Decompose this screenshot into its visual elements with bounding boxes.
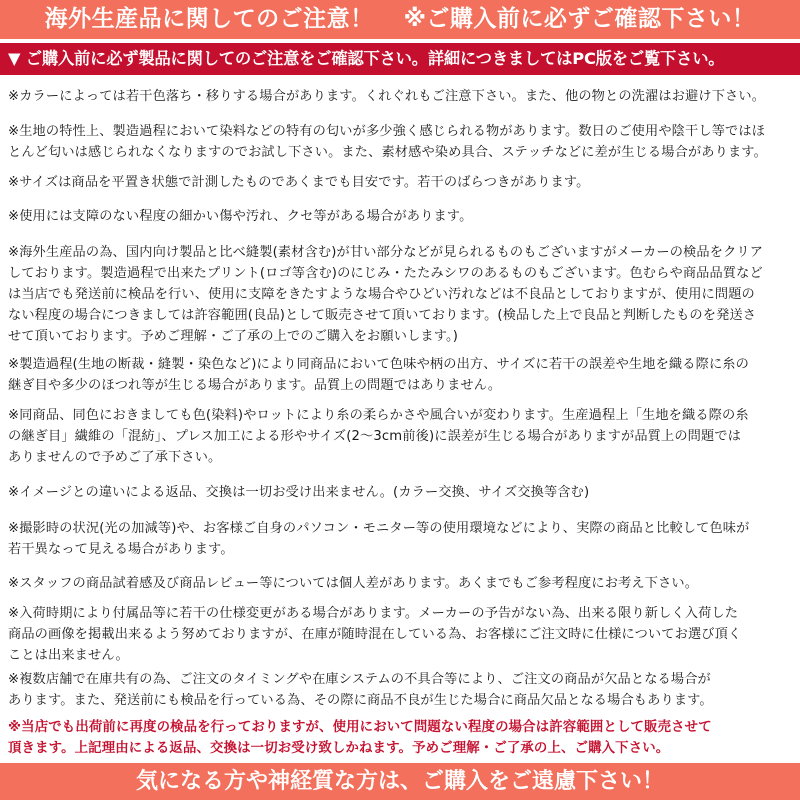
warning-notice: ※当店でも出荷前に再度の検品を行っておりますが、使用において問題ない程度の場合は許容範囲として販売させて 頂きます。上記理由による返品、交換は一切お受け致しかねます。予めご理解・ご了承の上、ご購入下さい。 (8, 720, 712, 756)
top-banner (0, 0, 800, 39)
notice-item: ※同商品、同色におきましても色(染料)やロットにより糸の柔らかさや風合いが変わります。生産過程上「生地を織る際の糸 の継ぎ目」繊維の「混紡」、プレス加工による形やサイズ(2〜3cm前後)に誤差が生じる場合がありますが品質上の問題では ありませんので予めご了承下さい。 (8, 408, 749, 465)
notice-item: ※スタッフの商品試着感及び商品レビュー等については個人差があります。あくまでもご参考程度にお考え下さい。 (8, 576, 699, 591)
notice-item: ※生地の特性上、製造過程において染料などの特有の匂いが多少強く感じられる物があります。数日のご使用や陰干し等ではほ とんど匂いは感じられなくなりますのでお試し下さい。また、素材感や染め具合、ステッチなどに差が生じる場合があります。 (8, 124, 767, 160)
notice-item: ※カラーによっては若干色落ち・移りする場合があります。くれぐれもご注意下さい。また、他の物との洗濯はお避け下さい。 (8, 89, 766, 104)
bottom-banner (0, 763, 800, 800)
notice-item: ※サイズは商品を平置き状態で計測したものであくまでも目安です。若干のばらつきがあります。 (8, 175, 590, 190)
sub-banner-text: ご購入前に必ず製品に関してのご注意をご確認下さい。詳細につきましてはPC版をご覧下さい。 (25, 49, 725, 68)
sub-banner (0, 43, 800, 75)
notice-item: ※使用には支障のない程度の細かい傷や汚れ、クセ等がある場合があります。 (8, 209, 473, 224)
bottom-banner-text: 気になる方や神経質な方は、ご購入をご遠慮下さい！ (135, 769, 664, 794)
notice-item: ※製造過程(生地の断裁・縫製・染色など)により同商品において色味や柄の出方、サイズに若干の誤差や生地を織る際に糸の 継ぎ目や多少のほつれ等が生じる場合があります。品質上の問題ではありません。 (8, 357, 749, 393)
notice-item: ※入荷時期により付属品等に若干の仕様変更がある場合があります。メーカーの予告がない為、出来る限り新しく入荷した 商品の画像を掲載出来るよう努めておりますが、在庫が随時混在している為、お客様にご注文時に仕様についてお選び頂く ことは出来ません。 (8, 606, 742, 663)
banner-title-right: ※ご購入前に必ずご確認下さい！ (403, 6, 756, 32)
notice-item: ※撮影時の状況(光の加減等)や、お客様ご自身のパソコン・モニター等の使用環境などにより、実際の商品と比較して色味が 若干異なって見える場合があります。 (8, 521, 750, 557)
banner-title-left: 海外生産品に関してのご注意！ (44, 6, 374, 32)
notice-item: ※複数店舗で在庫共有の為、ご注文のタイミングや在庫システムの不具合等により、ご注文の商品が欠品となる場合が あります。また、発送前にも検品を行っている為、その際に商品不良が生じた場合に商品欠品となる場合もあります。 (8, 672, 713, 708)
down-triangle-icon: ▼ (8, 49, 21, 68)
notice-item: ※イメージとの違いによる返品、交換は一切お受け出来ません。(カラー交換、サイズ交換等含む) (8, 485, 590, 500)
notice-item: ※海外生産品の為、国内向け製品と比べ縫製(素材含む)が甘い部分などが見られるものもございますがメーカーの検品をクリア しております。製造過程で出来たプリント(ロゴ等含む)のにじみ・たたみシワのあるものもございます。色むらや商品品質など は当店でも発送前に検品を行い、使用に支障をきたすような場合やひどい汚れなどは不良品としておりますが、使用に問題の ない程度の場合につきましては許容範囲(良品)として販売させて頂いております。(検品した上で良品と判断したものを発送さ せて頂いております。予めご理解・ご了承の上でのご購入をお願いします。) (8, 245, 764, 344)
